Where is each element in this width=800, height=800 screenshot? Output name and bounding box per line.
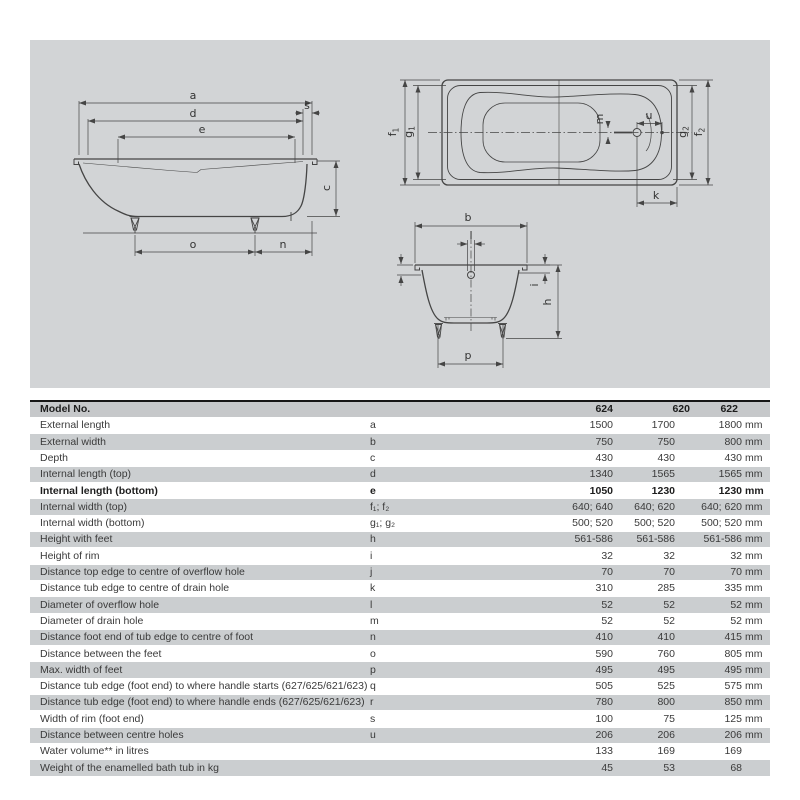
value-624: 100 xyxy=(595,712,613,725)
row-symbol: n xyxy=(370,631,376,644)
dim-label-f1: $f_1$ xyxy=(386,127,401,137)
dim-label-g2: $g_2$ xyxy=(676,126,691,138)
value-624: 640; 640 xyxy=(572,500,613,513)
value-624: 1500 xyxy=(589,419,613,432)
value-624: 561-586 xyxy=(574,533,613,546)
value-622: 125 xyxy=(724,712,742,725)
value-620: 561-586 xyxy=(636,533,675,546)
row-label: Distance between centre holes xyxy=(40,730,184,741)
end-foot-left xyxy=(434,324,443,340)
value-624: 52 xyxy=(601,614,613,627)
row-symbol: s xyxy=(370,712,376,725)
table-row xyxy=(30,711,770,727)
drawings-svg xyxy=(30,40,770,388)
table-row xyxy=(30,646,770,662)
row-unit: mm xyxy=(745,696,763,709)
dim-label-a: a xyxy=(189,89,197,102)
row-label: Diameter of drain hole xyxy=(40,615,144,627)
dim-label-d: d xyxy=(189,107,197,120)
table-row xyxy=(30,467,770,483)
table-header-title: Model No. xyxy=(40,404,91,415)
value-622: 850 xyxy=(724,696,742,709)
dim-label-h: h xyxy=(541,298,554,306)
model-column-620: 620 xyxy=(672,403,690,416)
side-foot-left xyxy=(130,217,142,234)
row-unit: mm xyxy=(745,566,763,579)
table-body xyxy=(30,418,770,777)
row-unit: mm xyxy=(745,598,763,611)
dim-label-c: c xyxy=(320,184,333,192)
row-unit: mm xyxy=(745,729,763,742)
dim-label-i: i xyxy=(528,283,541,287)
table-row xyxy=(30,614,770,630)
row-unit: mm xyxy=(745,663,763,676)
value-624: 70 xyxy=(601,566,613,579)
table-header-row xyxy=(30,400,770,418)
row-symbol: b xyxy=(370,435,376,448)
value-622: 1230 xyxy=(718,484,742,497)
value-620: 1565 xyxy=(651,468,675,481)
value-624: 45 xyxy=(601,761,613,774)
table-row xyxy=(30,597,770,613)
row-label: Water volume** in litres xyxy=(40,746,149,757)
row-label: Distance top edge to centre of overflow hole xyxy=(40,567,245,578)
dim-label-s: s xyxy=(304,99,310,112)
row-symbol: a xyxy=(370,419,376,432)
value-620: 500; 520 xyxy=(634,517,675,530)
row-label: Distance tub edge to centre of drain hole xyxy=(40,583,230,594)
row-unit: mm xyxy=(745,647,763,660)
row-unit: mm xyxy=(745,500,763,513)
table-row xyxy=(30,679,770,695)
row-symbol: g₁; g₂ xyxy=(370,517,396,530)
row-label: Depth xyxy=(40,452,69,464)
dim-label-p: p xyxy=(464,349,472,362)
row-unit: mm xyxy=(745,533,763,546)
row-unit: mm xyxy=(745,549,763,562)
value-624: 206 xyxy=(595,729,613,742)
value-620: 52 xyxy=(663,614,675,627)
row-unit: mm xyxy=(745,631,763,644)
value-622: 575 xyxy=(724,680,742,693)
row-label: Distance tub edge (foot end) to where handle starts (627/625/621/623) xyxy=(40,681,368,692)
value-620: 800 xyxy=(657,696,675,709)
value-622: 805 xyxy=(724,647,742,660)
side-foot-right xyxy=(250,217,262,234)
value-620: 53 xyxy=(663,761,675,774)
dim-label-l: l xyxy=(469,229,473,242)
value-624: 495 xyxy=(595,663,613,676)
row-symbol: k xyxy=(370,582,376,595)
table-row xyxy=(30,728,770,744)
row-symbol: c xyxy=(370,451,376,464)
row-unit: mm xyxy=(745,468,763,481)
row-symbol: h xyxy=(370,533,376,546)
row-label: Internal width (bottom) xyxy=(40,518,145,529)
value-624: 1050 xyxy=(589,484,613,497)
value-624: 750 xyxy=(595,435,613,448)
value-620: 430 xyxy=(657,451,675,464)
row-symbol: r xyxy=(370,696,374,709)
dim-label-k: k xyxy=(652,189,660,202)
row-label: Width of rim (foot end) xyxy=(40,713,144,725)
row-label: Diameter of overflow hole xyxy=(40,599,160,611)
side-view-drawing xyxy=(74,89,340,256)
row-unit: mm xyxy=(745,680,763,693)
table-row xyxy=(30,483,770,499)
value-622: 500; 520 xyxy=(701,517,742,530)
value-622: 561-586 xyxy=(703,533,742,546)
row-unit: mm xyxy=(745,582,763,595)
end-foot-right xyxy=(498,324,507,340)
value-620: 640; 620 xyxy=(634,500,675,513)
dim-label-n: n xyxy=(279,238,287,251)
row-label: Distance foot end of tub edge to centre of foot xyxy=(40,632,254,643)
table-row xyxy=(30,451,770,467)
row-label: Max. width of feet xyxy=(40,664,123,676)
dim-label-m: m xyxy=(593,113,606,125)
spec-table xyxy=(30,400,770,777)
row-label: Height with feet xyxy=(40,534,113,545)
value-620: 285 xyxy=(657,582,675,595)
row-label: External length xyxy=(40,420,111,431)
table-row xyxy=(30,532,770,548)
value-624: 52 xyxy=(601,598,613,611)
value-620: 32 xyxy=(663,549,675,562)
value-622: 495 xyxy=(724,663,742,676)
row-unit: mm xyxy=(745,435,763,448)
value-620: 760 xyxy=(657,647,675,660)
row-label: Distance between the feet xyxy=(40,648,162,660)
value-622: 206 xyxy=(724,729,742,742)
table-row xyxy=(30,565,770,581)
row-symbol: p xyxy=(370,663,376,676)
row-label: Weight of the enamelled bath tub in kg xyxy=(40,762,220,774)
row-label: Internal length (bottom) xyxy=(40,485,158,497)
value-624: 505 xyxy=(595,680,613,693)
value-622: 68 xyxy=(730,761,742,774)
value-620: 52 xyxy=(663,598,675,611)
row-symbol: f₁; f₂ xyxy=(370,500,390,513)
table-row xyxy=(30,434,770,450)
row-unit: mm xyxy=(745,419,763,432)
row-label: Internal width (top) xyxy=(40,501,127,513)
value-622: 430 xyxy=(724,451,742,464)
table-row xyxy=(30,695,770,711)
dim-label-g1: $g_1$ xyxy=(402,126,417,138)
row-symbol: e xyxy=(370,484,376,497)
dim-label-o: o xyxy=(189,238,197,251)
dim-label-e: e xyxy=(198,123,206,136)
value-624: 500; 520 xyxy=(572,517,613,530)
dim-label-f2: $f_2$ xyxy=(692,127,707,137)
row-symbol: o xyxy=(370,647,376,660)
value-622: 70 xyxy=(730,566,742,579)
value-622: 800 xyxy=(724,435,742,448)
table-row xyxy=(30,760,770,776)
row-symbol: j xyxy=(370,566,373,579)
value-622: 169 xyxy=(724,745,742,758)
top-view-drawing xyxy=(386,80,713,207)
value-620: 525 xyxy=(657,680,675,693)
value-622: 32 xyxy=(730,549,742,562)
value-624: 133 xyxy=(595,745,613,758)
table-row xyxy=(30,744,770,760)
row-symbol: i xyxy=(370,549,373,562)
table-row xyxy=(30,418,770,434)
model-column-622: 622 xyxy=(720,403,738,416)
value-624: 1340 xyxy=(589,468,613,481)
value-622: 52 xyxy=(730,598,742,611)
table-row xyxy=(30,581,770,597)
value-622: 1800 xyxy=(718,419,742,432)
table-row xyxy=(30,630,770,646)
row-label: Height of rim xyxy=(40,550,100,562)
value-624: 590 xyxy=(595,647,613,660)
value-622: 640; 620 xyxy=(701,500,742,513)
row-unit: mm xyxy=(745,712,763,725)
value-624: 780 xyxy=(595,696,613,709)
row-unit: mm xyxy=(745,451,763,464)
row-symbol: u xyxy=(370,729,376,742)
table-row xyxy=(30,499,770,515)
table-row xyxy=(30,548,770,564)
value-622: 52 xyxy=(730,614,742,627)
technical-drawings-panel xyxy=(30,40,770,388)
model-column-624: 624 xyxy=(595,403,613,416)
value-624: 410 xyxy=(595,631,613,644)
row-label: Internal length (top) xyxy=(40,469,132,480)
value-624: 310 xyxy=(595,582,613,595)
value-620: 70 xyxy=(663,566,675,579)
value-624: 32 xyxy=(601,549,613,562)
value-620: 495 xyxy=(657,663,675,676)
row-unit: mm xyxy=(745,484,764,497)
value-620: 1700 xyxy=(651,419,675,432)
row-label: Distance tub edge (foot end) to where handle ends (627/625/621/623) xyxy=(40,697,365,708)
table-row xyxy=(30,662,770,678)
value-620: 169 xyxy=(657,745,675,758)
value-620: 750 xyxy=(657,435,675,448)
value-622: 415 xyxy=(724,631,742,644)
row-symbol: l xyxy=(370,598,373,611)
value-620: 75 xyxy=(663,712,675,725)
value-620: 410 xyxy=(657,631,675,644)
row-symbol: d xyxy=(370,468,376,481)
value-620: 206 xyxy=(657,729,675,742)
value-622: 335 xyxy=(724,582,742,595)
value-622: 1565 xyxy=(718,468,742,481)
row-label: External width xyxy=(40,436,106,448)
value-620: 1230 xyxy=(651,484,675,497)
table-row xyxy=(30,516,770,532)
end-view-drawing xyxy=(397,211,562,368)
row-unit: mm xyxy=(745,614,763,627)
value-624: 430 xyxy=(595,451,613,464)
dim-label-b: b xyxy=(464,211,472,224)
row-symbol: q xyxy=(370,680,376,693)
row-symbol: m xyxy=(370,614,379,627)
dim-label-u: u xyxy=(645,109,653,122)
row-unit: mm xyxy=(745,517,763,530)
